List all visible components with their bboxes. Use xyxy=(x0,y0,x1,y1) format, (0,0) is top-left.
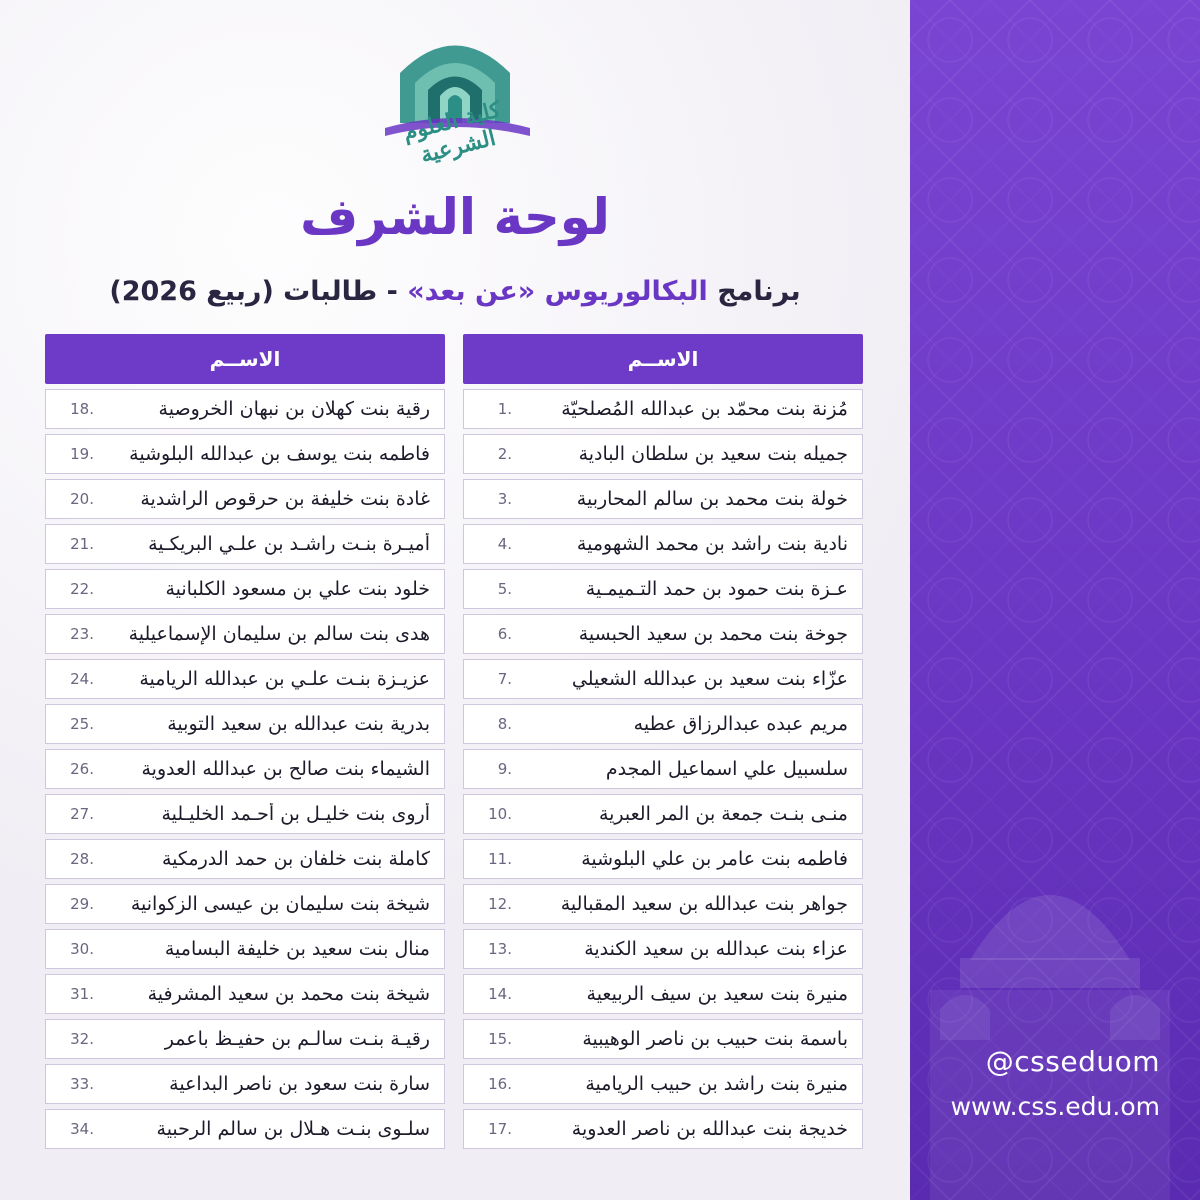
table-row xyxy=(45,929,445,969)
row-number: 1. xyxy=(497,400,512,418)
table-row xyxy=(463,839,863,879)
row-number: 16. xyxy=(488,1075,512,1093)
student-name: غادة بنت خليفة بن حرقوص الراشدية xyxy=(140,488,430,510)
row-number: 24. xyxy=(70,670,94,688)
honor-table-right xyxy=(463,334,863,1149)
row-number: 11. xyxy=(488,850,512,868)
student-name: شيخة بنت سليمان بن عيسى الزكوانية xyxy=(130,893,430,915)
row-number: 28. xyxy=(70,850,94,868)
student-name: سلسبيل علي اسماعيل المجدم xyxy=(605,758,848,780)
student-name: منيرة بنت سعيد بن سيف الربيعية xyxy=(586,983,848,1005)
subtitle-degree: البكالوريوس «عن بعد» xyxy=(407,276,708,307)
student-name: جواهر بنت عبدالله بن سعيد المقبالية xyxy=(560,893,848,915)
table-row xyxy=(45,389,445,429)
table-row xyxy=(45,1109,445,1149)
social-handle[interactable]: @csseduom xyxy=(985,1045,1160,1078)
student-name: فاطمه بنت يوسف بن عبدالله البلوشية xyxy=(129,443,430,465)
table-row xyxy=(45,479,445,519)
row-number: 20. xyxy=(70,490,94,508)
student-name: فاطمه بنت عامر بن علي البلوشية xyxy=(581,848,848,870)
row-number: 22. xyxy=(70,580,94,598)
subtitle-term: - طالبات (ربيع 2026) xyxy=(109,276,398,307)
page-title: لوحة الشرف xyxy=(300,188,610,246)
row-number: 17. xyxy=(488,1120,512,1138)
subtitle xyxy=(0,276,910,307)
table-row xyxy=(463,1019,863,1059)
row-number: 31. xyxy=(70,985,94,1003)
table-row xyxy=(463,524,863,564)
row-number: 32. xyxy=(70,1030,94,1048)
table-row xyxy=(463,434,863,474)
table-row xyxy=(463,884,863,924)
website-link[interactable]: www.css.edu.om xyxy=(950,1092,1160,1121)
row-number: 33. xyxy=(70,1075,94,1093)
logo-text: كلية العلوم الشرعية xyxy=(400,96,504,169)
student-name: جوخة بنت محمد بن سعيد الحبسية xyxy=(578,623,848,645)
row-number: 14. xyxy=(488,985,512,1003)
table-row xyxy=(463,1064,863,1104)
table-row xyxy=(45,884,445,924)
row-number: 4. xyxy=(497,535,512,553)
table-row xyxy=(45,839,445,879)
student-name: هدى بنت سالم بن سليمان الإسماعيلية xyxy=(128,623,430,645)
student-name: منيرة بنت راشد بن حبيب الريامية xyxy=(585,1073,848,1095)
table-row xyxy=(463,479,863,519)
row-number: 3. xyxy=(497,490,512,508)
student-name: رقية بنت كهلان بن نبهان الخروصية xyxy=(158,398,430,420)
table-row xyxy=(45,1019,445,1059)
row-number: 5. xyxy=(497,580,512,598)
row-number: 7. xyxy=(497,670,512,688)
student-name: سلـوى بنـت هـلال بن سالم الرحبية xyxy=(156,1118,430,1140)
table-row xyxy=(463,569,863,609)
student-name: خلود بنت علي بن مسعود الكلبانية xyxy=(165,578,430,600)
table-row xyxy=(463,749,863,789)
student-name: الشيماء بنت صالح بن عبدالله العدوية xyxy=(141,758,430,780)
table-row xyxy=(45,974,445,1014)
row-number: 8. xyxy=(497,715,512,733)
table-row xyxy=(463,659,863,699)
table-row xyxy=(45,704,445,744)
row-number: 30. xyxy=(70,940,94,958)
row-number: 13. xyxy=(488,940,512,958)
table-row xyxy=(463,614,863,654)
row-number: 29. xyxy=(70,895,94,913)
table-row xyxy=(45,794,445,834)
mosque-silhouette xyxy=(910,840,1200,1200)
row-number: 21. xyxy=(70,535,94,553)
row-number: 2. xyxy=(497,445,512,463)
student-name: جميله بنت سعيد بن سلطان البادية xyxy=(578,443,848,465)
student-name: سارة بنت سعود بن ناصر البداعية xyxy=(169,1073,430,1095)
row-number: 6. xyxy=(497,625,512,643)
student-name: خولة بنت محمد بن سالم المحاربية xyxy=(576,488,848,510)
student-name: مريم عبده عبدالرزاق عطيه xyxy=(633,713,848,735)
student-name: مُزنة بنت محمّد بن عبدالله المُصلحيّة xyxy=(561,398,848,420)
row-number: 9. xyxy=(497,760,512,778)
table-row xyxy=(45,659,445,699)
student-name: رقيـة بنـت سالـم بن حفيـظ باعمر xyxy=(164,1028,430,1050)
table-row xyxy=(463,929,863,969)
table-header: الاســم xyxy=(463,334,863,384)
row-number: 10. xyxy=(488,805,512,823)
table-row xyxy=(45,569,445,609)
student-name: عزيـزة بنـت علـي بن عبدالله الريامية xyxy=(139,668,430,690)
student-name: عزّاء بنت سعيد بن عبدالله الشعيلي xyxy=(571,668,848,690)
honor-table-left xyxy=(45,334,445,1149)
student-name: نادية بنت راشد بن محمد الشهومية xyxy=(576,533,848,555)
row-number: 26. xyxy=(70,760,94,778)
side-panel xyxy=(910,0,1200,1200)
table-row xyxy=(463,974,863,1014)
table-row xyxy=(45,1064,445,1104)
student-name: بدرية بنت عبدالله بن سعيد التوبية xyxy=(167,713,430,735)
table-row xyxy=(45,749,445,789)
row-number: 15. xyxy=(488,1030,512,1048)
row-number: 12. xyxy=(488,895,512,913)
student-name: باسمة بنت حبيب بن ناصر الوهيبية xyxy=(582,1028,848,1050)
student-name: منـى بنـت جمعة بن المر العبرية xyxy=(598,803,848,825)
row-number: 23. xyxy=(70,625,94,643)
row-number: 19. xyxy=(70,445,94,463)
row-number: 34. xyxy=(70,1120,94,1138)
table-row xyxy=(463,1109,863,1149)
student-name: منال بنت سعيد بن خليفة البسامية xyxy=(164,938,430,960)
table-row xyxy=(45,434,445,474)
table-row xyxy=(463,794,863,834)
student-name: شيخة بنت محمد بن سعيد المشرفية xyxy=(147,983,430,1005)
table-row xyxy=(45,524,445,564)
table-row xyxy=(45,614,445,654)
student-name: أميـرة بنـت راشـد بن علـي البريكـية xyxy=(148,533,430,555)
row-number: 27. xyxy=(70,805,94,823)
student-name: كاملة بنت خلفان بن حمد الدرمكية xyxy=(161,848,430,870)
table-header: الاســم xyxy=(45,334,445,384)
row-number: 25. xyxy=(70,715,94,733)
table-row xyxy=(463,704,863,744)
student-name: عزاء بنت عبدالله بن سعيد الكندية xyxy=(584,938,848,960)
student-name: خديجة بنت عبدالله بن ناصر العدوية xyxy=(571,1118,848,1140)
row-number: 18. xyxy=(70,400,94,418)
table-row xyxy=(463,389,863,429)
student-name: عـزة بنت حمود بن حمد التـميمـية xyxy=(585,578,848,600)
student-name: أروى بنت خليـل بن أحـمد الخليـلية xyxy=(161,803,430,825)
subtitle-program: برنامج xyxy=(717,276,801,307)
